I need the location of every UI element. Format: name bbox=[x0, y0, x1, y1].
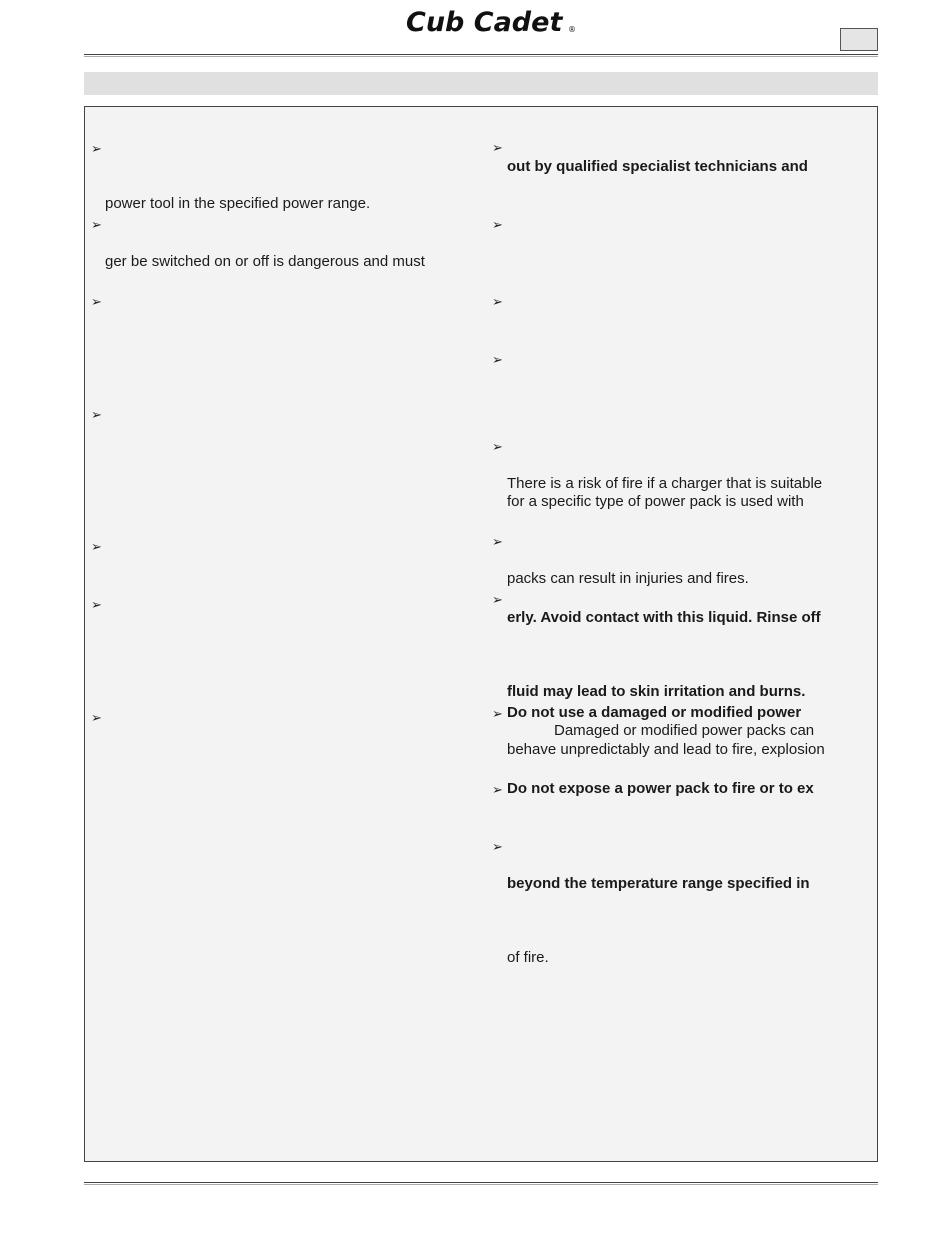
bullet-icon: ➢ bbox=[91, 294, 102, 309]
right-text-line-bold: erly. Avoid contact with this liquid. Rinse off bbox=[507, 609, 821, 626]
page-number-box bbox=[840, 28, 878, 51]
header-rule bbox=[84, 54, 878, 57]
bullet-icon: ➢ bbox=[492, 782, 503, 797]
left-text-line: ger be switched on or off is dangerous and must bbox=[105, 253, 425, 270]
cub-cadet-logo bbox=[404, 4, 576, 38]
right-text-line-bold: Do not expose a power pack to fire or to ex bbox=[507, 780, 814, 797]
left-text-line: power tool in the specified power range. bbox=[105, 195, 371, 212]
right-text-line: There is a risk of fire if a charger that is suitable bbox=[507, 475, 823, 492]
bullet-icon: ➢ bbox=[492, 217, 503, 232]
bullet-icon: ➢ bbox=[492, 294, 503, 309]
bullet-icon: ➢ bbox=[91, 141, 102, 156]
bullet-icon: ➢ bbox=[91, 597, 102, 612]
section-title-bar bbox=[84, 72, 878, 95]
right-text-line-bold: beyond the temperature range specified in bbox=[507, 875, 810, 892]
right-text-line-bold: out by qualified specialist technicians and bbox=[507, 158, 808, 175]
bullet-icon: ➢ bbox=[91, 217, 102, 232]
logo-registered-mark: ® bbox=[568, 25, 576, 34]
right-text-line-bold: Do not use a damaged or modified power bbox=[507, 704, 802, 721]
bullet-icon: ➢ bbox=[492, 706, 503, 721]
bullet-icon: ➢ bbox=[492, 439, 503, 454]
bullet-icon: ➢ bbox=[91, 710, 102, 725]
bullet-icon: ➢ bbox=[492, 352, 503, 367]
right-text-line: Damaged or modified power packs can bbox=[554, 722, 815, 739]
right-text-line-bold: fluid may lead to skin irritation and burns. bbox=[507, 683, 806, 700]
right-text-line: for a specific type of power pack is used with bbox=[507, 493, 804, 510]
bullet-icon: ➢ bbox=[492, 592, 503, 607]
bullet-icon: ➢ bbox=[91, 407, 102, 422]
bullet-icon: ➢ bbox=[492, 140, 503, 155]
right-text-line: behave unpredictably and lead to fire, explosion bbox=[507, 741, 825, 758]
right-text-line: packs can result in injuries and fires. bbox=[507, 570, 749, 587]
logo-text: Cub Cadet bbox=[406, 7, 563, 38]
bullet-icon: ➢ bbox=[492, 534, 503, 549]
bullet-icon: ➢ bbox=[91, 539, 102, 554]
bullet-icon: ➢ bbox=[492, 839, 503, 854]
right-text-line: of fire. bbox=[507, 949, 549, 966]
footer-rule bbox=[84, 1182, 878, 1185]
